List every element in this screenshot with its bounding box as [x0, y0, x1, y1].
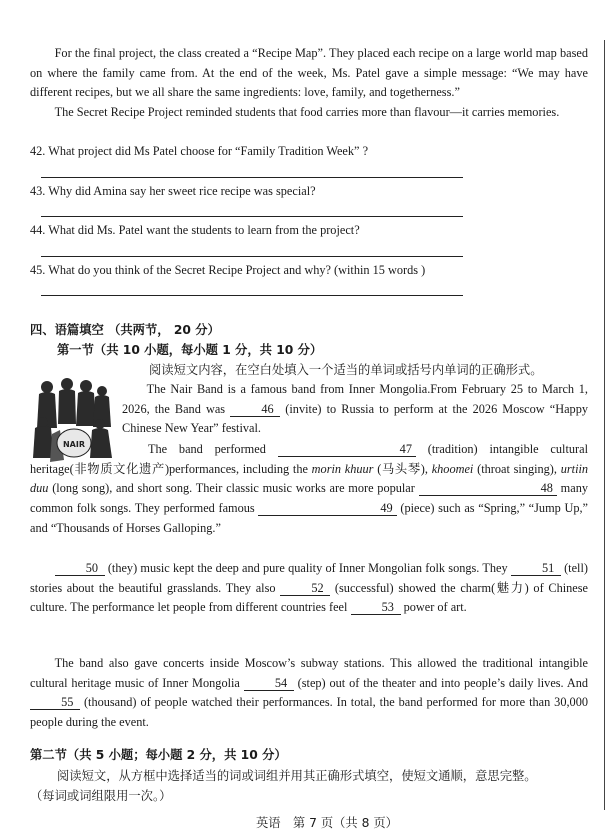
answer-line-42[interactable]	[41, 177, 463, 178]
blank-54[interactable]: 54	[244, 676, 294, 691]
text: many common folk songs. They performed famous	[30, 481, 588, 516]
text: (step) out of the theater and into people’s daily lives. And	[297, 675, 589, 690]
question-43: 43. Why did Amina say her sweet rice recipe was special?	[30, 184, 316, 198]
blank-48[interactable]: 48	[419, 481, 557, 496]
text: (马头琴),	[377, 461, 428, 476]
cloze-paragraph-1	[122, 380, 588, 439]
blank-49[interactable]: 49	[258, 501, 396, 516]
section-4-title: 四、语篇填空 （共两节， 20 分）	[30, 323, 220, 337]
text: (tradition) intangible cultural heritage(非物质文化遗产)performances, including the	[30, 442, 588, 476]
term-khoomei: khoomei	[431, 461, 474, 476]
text: The Nair Band is a famous band from Inner Mongolia.From February 25 to March 1, 2026, the Band was	[122, 382, 588, 416]
blank-55[interactable]: 55	[30, 695, 80, 710]
text: The band also gave concerts inside Moscow’s subway stations. This allowed the traditional intangible cultural heritage music of Inner Mongolia	[30, 656, 588, 690]
text: (successful) showed the charm(魅力) of Chinese culture. The performance let people from different countries feel	[30, 580, 588, 615]
blank-51[interactable]: 51	[511, 561, 561, 576]
answer-line-44[interactable]	[41, 256, 463, 257]
text: (piece) such as “Spring,” “Jump Up,” and “Thousands of Horses Galloping.”	[30, 501, 589, 535]
answer-line-45[interactable]	[41, 295, 463, 296]
question-44: 44. What did Ms. Patel want the students to learn from the project?	[30, 223, 360, 237]
passage-paragraph-recipe-map: For the final project, the class created a “Recipe Map”. They placed each recipe on a large world map based on where the family came from. At the end of the week, Ms. Patel gave a simple message: “We may have different recipes, but we all share the same ingredients: love, family, and togetherness.”	[30, 46, 588, 100]
text: (long song), and short song. Their classic music works are more popular	[52, 481, 415, 496]
text: power of art.	[403, 600, 467, 615]
part-1-instruction: 阅读短文内容，在空白处填入一个适当的单词或括号内单词的正确形式。	[149, 363, 543, 377]
part-2-instruction-note: （每词或词组限用一次。）	[30, 789, 172, 803]
part-1-title: 第一节（共 10 小题，每小题 1 分，共 10 分）	[57, 343, 323, 357]
blank-50[interactable]: 50	[55, 561, 105, 576]
blank-52[interactable]: 52	[280, 581, 330, 596]
blank-46[interactable]: 46	[230, 402, 280, 417]
text: (invite) to Russia to perform at the 2026 Moscow “Happy Chinese New Year” festival.	[122, 401, 589, 436]
blank-53[interactable]: 53	[351, 600, 401, 615]
question-45: 45. What do you think of the Secret Recipe Project and why? (within 15 words )	[30, 263, 426, 277]
page-footer: 英语 第 7 页（共 8 页）	[256, 816, 398, 830]
margin-line	[604, 40, 605, 810]
text: (thousand) of people watched their performances. In total, the band performed for more than 30,000 people during the event.	[30, 695, 588, 730]
term-urtiin-duu: urtiin duu	[30, 461, 589, 496]
drum-label: NAIR	[62, 440, 86, 449]
text: (throat singing),	[477, 461, 557, 476]
blank-47[interactable]: 47	[278, 442, 416, 457]
part-2-instruction: 阅读短文，从方框中选择适当的词或词组并用其正确形式填空，使短文通顺，意思完整。	[57, 769, 537, 783]
term-morin-khuur: morin khuur	[311, 461, 374, 476]
text: (they) music kept the deep and pure quality of Inner Mongolian folk songs. They	[107, 561, 508, 575]
cloze-paragraph-3	[30, 559, 588, 618]
text: (tell) stories about the beautiful grasslands. They also	[30, 561, 588, 595]
cloze-paragraph-2	[30, 440, 588, 539]
answer-line-43[interactable]	[41, 216, 463, 217]
question-42: 42. What project did Ms Patel choose for “Family Tradition Week” ?	[30, 144, 369, 158]
part-2-title: 第二节（共 5 小题；每小题 2 分，共 10 分）	[30, 748, 287, 762]
cloze-paragraph-4	[30, 654, 588, 733]
text: The band performed	[148, 442, 266, 456]
passage-paragraph-conclusion: The Secret Recipe Project reminded students that food carries more than flavour—it carries memories.	[54, 105, 560, 119]
